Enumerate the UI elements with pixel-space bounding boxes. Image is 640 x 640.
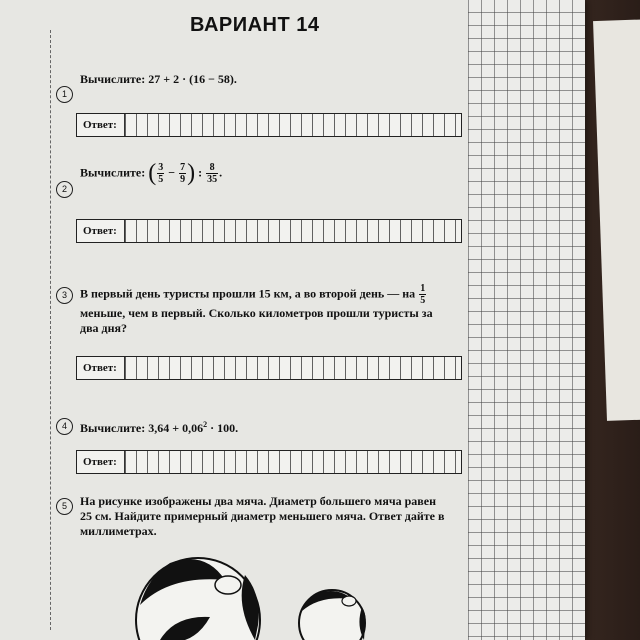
task-number-5: 5 <box>56 498 73 515</box>
task-number-2: 2 <box>56 181 73 198</box>
task-3-line-2: меньше, чем в первый. Сколько километров прошли туристы за <box>80 306 433 320</box>
answer-label-2: Ответ: <box>77 220 125 242</box>
task-1-expression: 27 + 2 · (16 − 58). <box>148 72 237 86</box>
task-3-line-1: В первый день туристы прошли 15 км, а во второй день — на <box>80 286 416 301</box>
task-5-text <box>80 494 470 539</box>
task-4-prefix: Вычислите: 3,64 + 0,06 <box>80 421 204 435</box>
balls-figure <box>130 545 390 640</box>
task-1-prefix: Вычислите: <box>80 72 146 86</box>
fraction-1-5: $\frac{1}{5}$ <box>420 283 426 306</box>
fraction-7-9: $\frac{7}{9}$ <box>180 162 186 185</box>
page-title: ВАРИАНТ 14 <box>190 14 320 36</box>
task-number-1: 1 <box>56 86 73 103</box>
task-5-line-2: 25 см. Найдите примерный диаметр меньшего мяча. Ответ дайте в <box>80 509 445 523</box>
task-1-text <box>80 72 237 87</box>
task-3-text <box>80 283 470 336</box>
task-number-3: 3 <box>56 287 73 304</box>
fraction-8-35: $\frac{8}{35}$ <box>207 162 218 185</box>
answer-field-4[interactable] <box>76 450 462 474</box>
task-3-line-3: два дня? <box>80 321 128 335</box>
cut-line <box>50 30 51 630</box>
task-number-4: 4 <box>56 418 73 435</box>
colon-sign: : <box>198 165 203 180</box>
answer-field-1[interactable] <box>76 113 462 137</box>
answer-label-3: Ответ: <box>77 357 125 379</box>
task-4-text <box>80 417 238 436</box>
task-2-text: Вычислите: ( $\frac{3}{5}$ − $\frac{7}{9}$ ) : $\frac{8}{35}$ . <box>80 160 223 186</box>
task-4-suffix: · 100. <box>207 421 239 435</box>
small-ball <box>299 590 366 640</box>
margin-grid <box>468 0 585 640</box>
answer-field-3[interactable] <box>76 356 462 380</box>
task-5-line-1: На рисунке изображены два мяча. Диаметр большего мяча равен <box>80 494 437 508</box>
minus-sign: − <box>168 165 176 180</box>
answer-label-1: Ответ: <box>77 114 125 136</box>
task-5-line-3: миллиметрах. <box>80 524 157 538</box>
task-2-prefix: Вычислите: <box>80 165 146 180</box>
exponent: 2 <box>203 420 208 429</box>
fraction-3-5: $\frac{3}{5}$ <box>158 162 164 185</box>
answer-label-4: Ответ: <box>77 451 125 473</box>
answer-field-2[interactable] <box>76 219 462 243</box>
large-ball <box>136 558 260 640</box>
